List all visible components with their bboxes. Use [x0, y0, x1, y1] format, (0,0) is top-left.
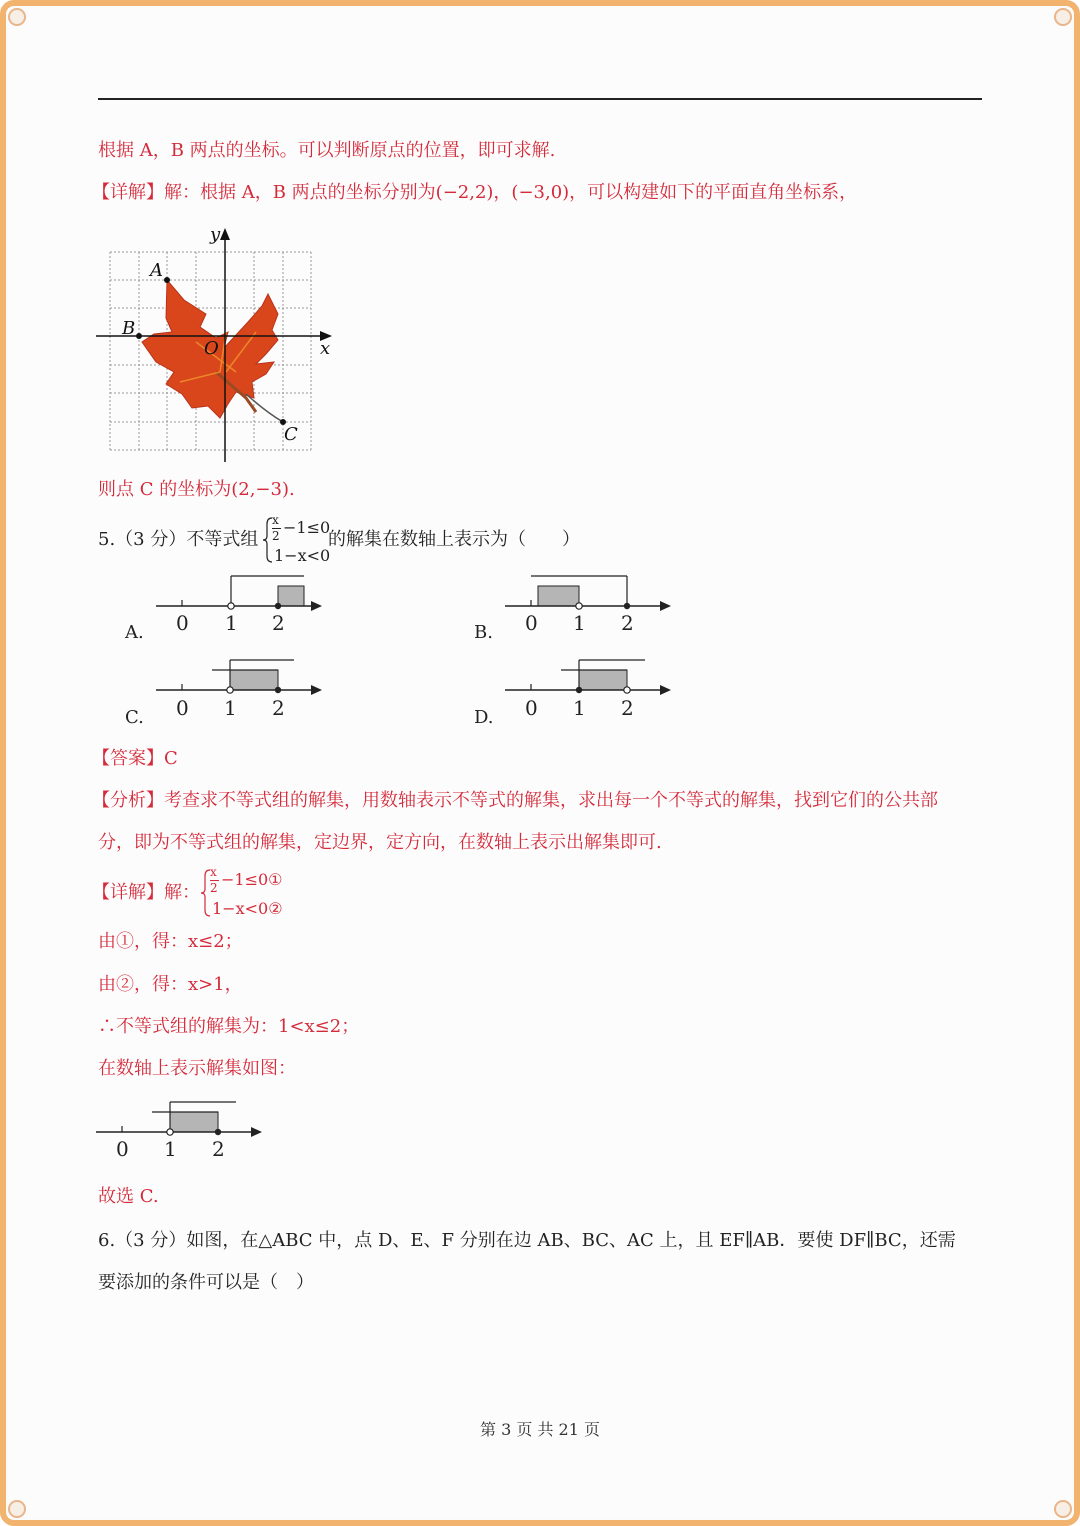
q6-line1: 6.（3 分）如图，在△ABC 中，点 D、E、F 分别在边 AB、BC、AC 上，且 EF∥AB．要使 DF∥BC，还需 [98, 1230, 956, 1251]
q5-step4: 在数轴上表示解集如图： [98, 1058, 296, 1079]
option-b-label: B. [474, 622, 493, 643]
q5-line2: 1−x<0 [274, 546, 331, 565]
q4-analysis: 根据 A，B 两点的坐标。可以判断原点的位置，即可求解. [98, 140, 556, 161]
option-a-tick-0: 0 [176, 611, 189, 635]
option-c-tick-2: 2 [272, 696, 285, 720]
option-b-tick-1: 1 [573, 611, 586, 635]
coordinate-figure [96, 222, 336, 464]
corner-ornament [1054, 1500, 1072, 1518]
detail-line2: 1−x<0② [212, 899, 283, 918]
corner-ornament [8, 8, 26, 26]
point-a [164, 277, 170, 283]
q5-stem-suffix: 的解集在数轴上表示为（ ） [328, 529, 580, 550]
q4-conclusion: 则点 C 的坐标为(2,−3). [98, 479, 295, 500]
q6-line2: 要添加的条件可以是（ ） [98, 1272, 314, 1293]
q4-detail [92, 182, 857, 204]
corner-ornament [8, 1500, 26, 1518]
option-d-label: D. [474, 707, 494, 728]
option-c-numberline [156, 656, 326, 696]
answer-tag: 【答案】 [92, 748, 164, 769]
q4-detail-text: 解：根据 A，B 两点的坐标分别为(−2,2)，(−3,0)，可以构建如下的平面直角坐标系， [164, 182, 858, 203]
solution-tick-0: 0 [116, 1137, 129, 1161]
y-axis-label: y [210, 224, 221, 245]
corner-ornament [1054, 8, 1072, 26]
label-c: C [284, 424, 298, 445]
q5-frac-den: 2 [272, 529, 280, 543]
q5-step1: 由①，得：x≤2； [98, 931, 243, 952]
analysis-text-1: 考查求不等式组的解集，用数轴表示不等式的解集，求出每一个不等式的解集，找到它们的公共部 [164, 790, 938, 811]
option-b-tick-0: 0 [525, 611, 538, 635]
detail-lead-text: 解： [164, 882, 200, 903]
option-d-tick-0: 0 [525, 696, 538, 720]
detail-line1-rest: −1≤0① [221, 870, 283, 889]
option-a-tick-2: 2 [272, 611, 285, 635]
option-c-label: C. [125, 707, 144, 728]
option-b-numberline [505, 572, 675, 612]
q5-analysis-line2: 分，即为不等式组的解集，定边界，定方向，在数轴上表示出解集即可. [98, 832, 662, 853]
q5-answer [92, 748, 178, 770]
point-b [136, 333, 142, 339]
q5-step2: 由②，得：x>1， [98, 974, 243, 995]
option-a-label: A. [125, 622, 144, 643]
option-a-tick-1: 1 [225, 611, 238, 635]
q5-frac-num: x [272, 513, 279, 527]
header-rule [98, 98, 982, 100]
solution-tick-1: 1 [164, 1137, 177, 1161]
option-d-numberline [505, 656, 675, 696]
q5-line1-rest: −1≤0 [283, 518, 331, 537]
q5-analysis-line1 [92, 790, 938, 812]
option-c-tick-0: 0 [176, 696, 189, 720]
option-d-tick-2: 2 [621, 696, 634, 720]
x-axis-label: x [320, 338, 331, 359]
detail-frac-den: 2 [210, 881, 218, 895]
solution-numberline [96, 1098, 266, 1138]
label-o: O [204, 338, 219, 359]
solution-tick-2: 2 [212, 1137, 225, 1161]
answer-value: C [164, 748, 178, 769]
detail-frac-num: x [210, 865, 217, 879]
detail-tag: 【详解】 [92, 182, 164, 203]
option-b-tick-2: 2 [621, 611, 634, 635]
option-c-tick-1: 1 [224, 696, 237, 720]
option-a-numberline [156, 572, 326, 612]
q5-step3: ∴不等式组的解集为：1<x≤2； [98, 1016, 360, 1037]
q5-choose: 故选 C. [98, 1186, 159, 1207]
q5-detail-lead [92, 882, 200, 904]
option-d-tick-1: 1 [573, 696, 586, 720]
q5-stem-prefix: 5.（3 分）不等式组 [98, 529, 259, 550]
detail-tag: 【详解】 [92, 882, 164, 903]
analysis-tag: 【分析】 [92, 790, 164, 811]
label-a: A [150, 260, 163, 281]
page-footer: 第 3 页 共 21 页 [480, 1420, 600, 1439]
label-b: B [122, 318, 136, 339]
